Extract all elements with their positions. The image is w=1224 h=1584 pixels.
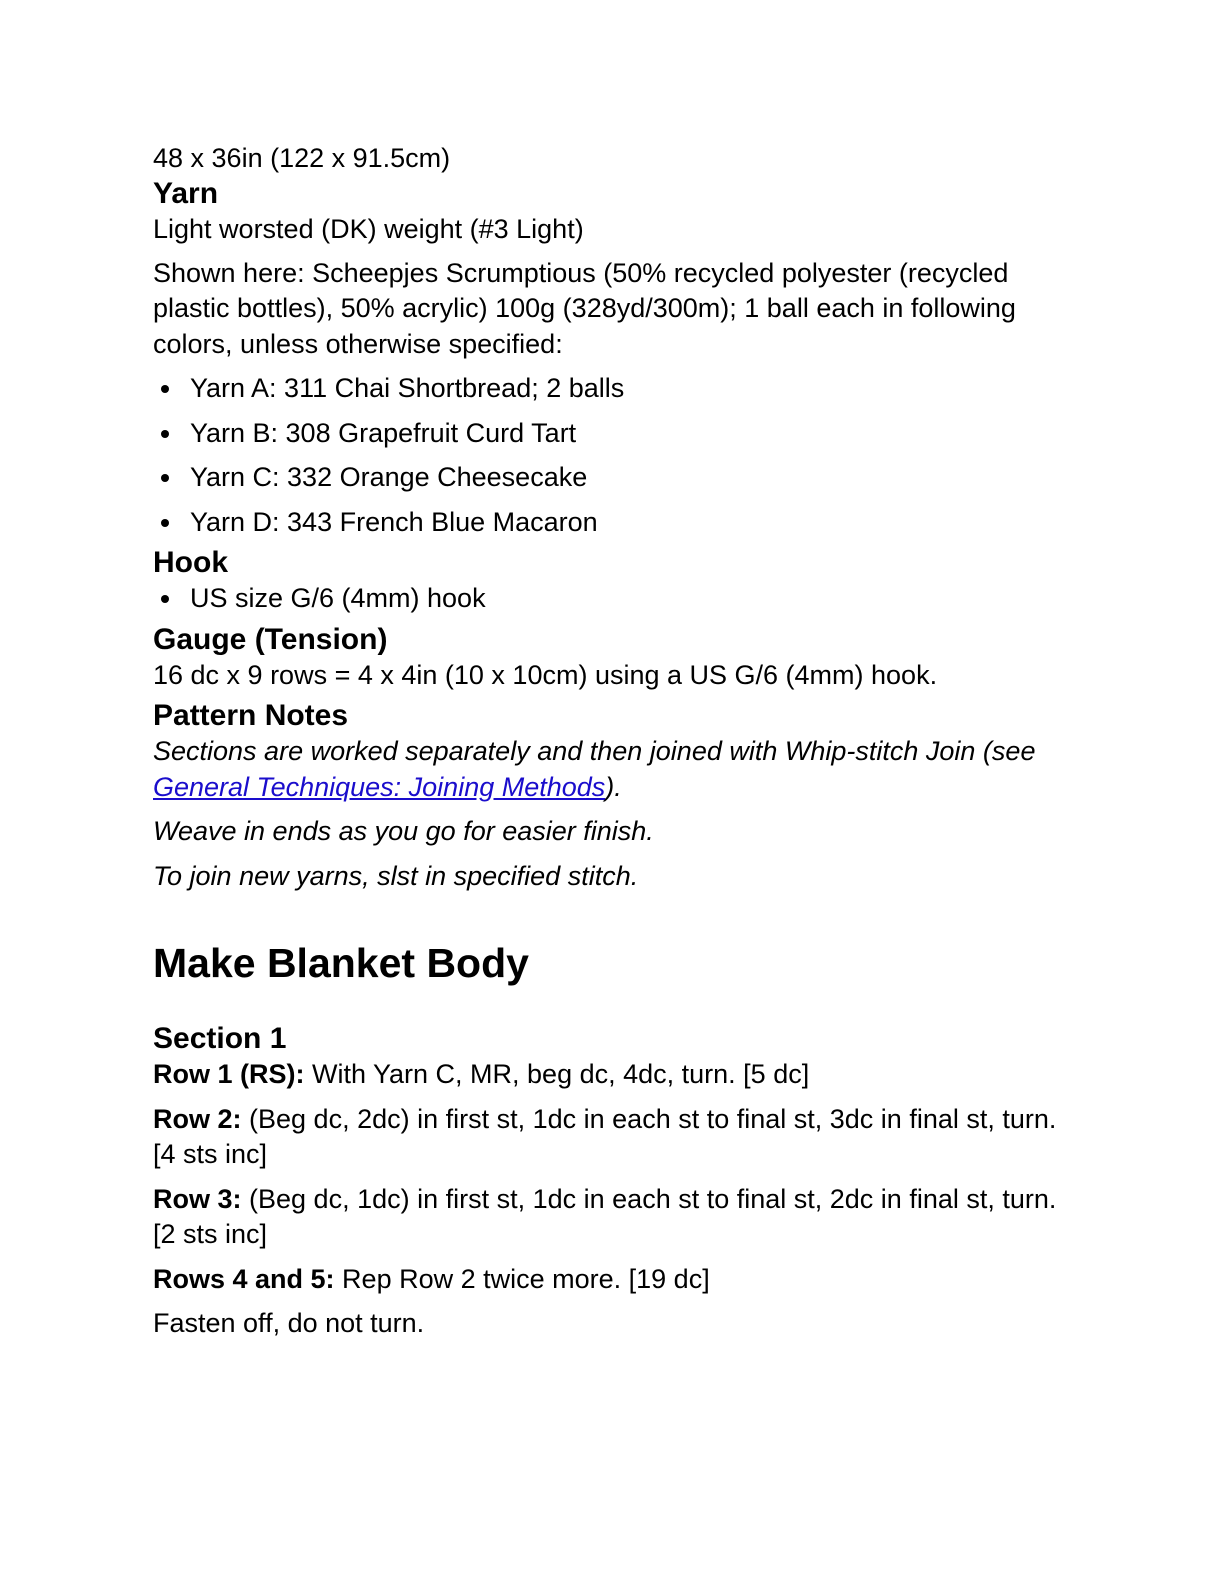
list-item: Yarn B: 308 Grapefruit Curd Tart <box>153 416 1073 452</box>
bullet-icon <box>161 595 169 603</box>
list-item: Yarn A: 311 Chai Shortbread; 2 balls <box>153 371 1073 407</box>
bullet-icon <box>161 385 169 393</box>
rows-4-5-instruction: Rows 4 and 5: Rep Row 2 twice more. [19 dc] <box>153 1263 710 1294</box>
row-3-instruction: Row 3: (Beg dc, 1dc) in first st, 1dc in each st to final st, 2dc in final st, turn. [2 sts inc] <box>153 1183 1057 1249</box>
pattern-notes-heading: Pattern Notes <box>153 699 349 732</box>
list-item: Yarn C: 332 Orange Cheesecake <box>153 460 1073 496</box>
yarn-heading: Yarn <box>153 177 219 210</box>
row-2-instruction: Row 2: (Beg dc, 2dc) in first st, 1dc in each st to final st, 3dc in final st, turn. [4 sts inc] <box>153 1103 1057 1169</box>
gauge-text: 16 dc x 9 rows = 4 x 4in (10 x 10cm) using a US G/6 (4mm) hook. <box>153 659 938 690</box>
row-1-instruction: Row 1 (RS): With Yarn C, MR, beg dc, 4dc, turn. [5 dc] <box>153 1059 810 1089</box>
fasten-off-instruction: Fasten off, do not turn. <box>153 1308 425 1338</box>
bullet-icon <box>161 519 169 527</box>
hook-list <box>153 581 1073 617</box>
pattern-note-joining: Sections are worked separately and then joined with Whip-stitch Join (see General Techniques: Joining Methods). <box>153 736 1036 802</box>
yarn-weight: Light worsted (DK) weight (#3 Light) <box>153 214 584 244</box>
bullet-icon <box>161 430 169 438</box>
list-item: US size G/6 (4mm) hook <box>153 581 1073 617</box>
pattern-note-weave: Weave in ends as you go for easier finish. <box>153 816 654 846</box>
pattern-note-join-yarns: To join new yarns, slst in specified stitch. <box>153 860 639 891</box>
finished-size: 48 x 36in (122 x 91.5cm) <box>153 143 451 173</box>
yarn-color-list <box>153 371 1073 540</box>
document-page <box>153 140 1073 1351</box>
section-1-heading: Section 1 <box>153 1022 287 1055</box>
yarn-shown-here: Shown here: Scheepjes Scrumptious (50% recycled polyester (recycled plastic bottles), 50% acrylic) 100g (328yd/300m); 1 ball each in following colors, unless otherwise specified: <box>153 257 1016 359</box>
make-blanket-body-heading: Make Blanket Body <box>153 940 529 986</box>
gauge-heading: Gauge (Tension) <box>153 622 388 656</box>
joining-methods-link[interactable]: General Techniques: Joining Methods <box>153 771 606 802</box>
list-item: Yarn D: 343 French Blue Macaron <box>153 505 1073 541</box>
hook-heading: Hook <box>153 546 228 579</box>
bullet-icon <box>161 474 169 482</box>
